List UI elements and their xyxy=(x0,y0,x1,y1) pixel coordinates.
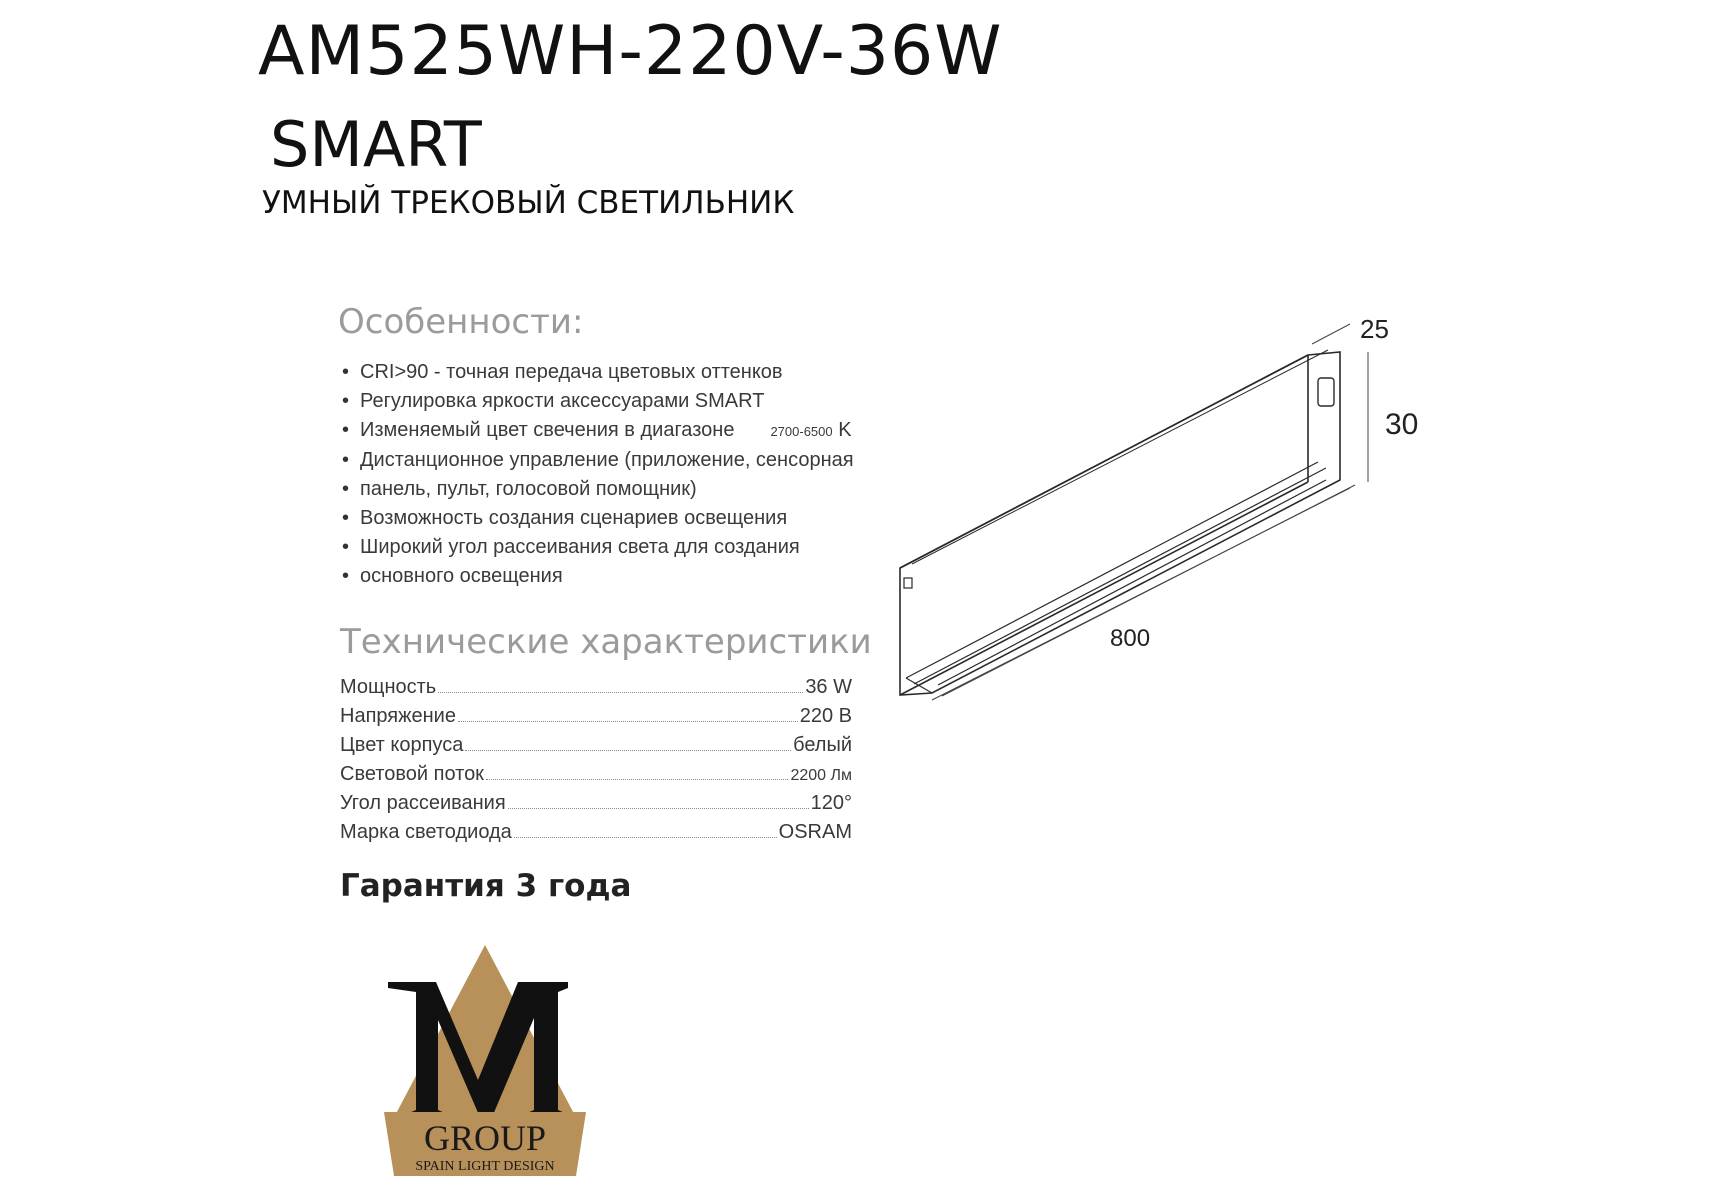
feature-text: Возможность создания сценариев освещения xyxy=(360,507,788,529)
dot-leader xyxy=(458,721,798,722)
spec-label: Угол рассеивания xyxy=(340,792,506,814)
luminaire-drawing xyxy=(880,300,1440,710)
feature-text: CRI>90 - точная передача цветовых оттенков xyxy=(360,361,783,383)
spec-label: Световой поток xyxy=(340,763,484,785)
spec-row xyxy=(340,821,852,850)
logo-tagline: SPAIN LIGHT DESIGN xyxy=(415,1159,555,1174)
dim-length-label: 800 xyxy=(1110,625,1151,652)
feature-text: Изменяемый цвет свечения в диагазоне xyxy=(360,419,735,441)
series-title: SMART xyxy=(270,108,482,181)
spec-value: OSRAM xyxy=(778,821,852,843)
dim-depth-line xyxy=(1312,324,1350,344)
feature-text: Широкий угол рассеивания света для создания xyxy=(360,536,800,558)
feature-item xyxy=(340,358,860,387)
bottom-front-edge xyxy=(900,482,1308,695)
feature-text: Регулировка яркости аксессуарами SMART xyxy=(360,390,765,412)
spec-row xyxy=(340,705,852,734)
feature-item xyxy=(340,533,860,562)
diffuser-edge xyxy=(938,480,1326,685)
features-heading: Особенности: xyxy=(338,302,584,342)
dot-leader xyxy=(508,808,809,809)
color-unit: K xyxy=(838,419,852,441)
spec-row xyxy=(340,763,852,792)
spec-label: Мощность xyxy=(340,676,437,698)
feature-text: панель, пульт, голосовой помощник) xyxy=(360,478,697,500)
spec-label: Цвет корпуса xyxy=(340,734,464,756)
spec-value: 120° xyxy=(810,792,852,814)
feature-item-continued xyxy=(340,562,860,591)
model-title: AM525WH-220V-36W xyxy=(258,12,1003,91)
spec-value: 36 W xyxy=(805,676,852,698)
spec-row xyxy=(340,676,852,705)
spec-row xyxy=(340,734,852,763)
feature-item xyxy=(340,387,860,416)
feature-text: Дистанционное управление (приложение, сенсорная xyxy=(360,449,854,471)
features-list xyxy=(340,358,860,591)
dot-leader xyxy=(514,837,777,838)
spec-value: 220 В xyxy=(799,705,852,727)
product-subtitle: УМНЫЙ ТРЕКОВЫЙ СВЕТИЛЬНИК xyxy=(262,185,795,221)
logo-name: GROUP xyxy=(423,1118,547,1158)
specs-table xyxy=(340,676,852,850)
dot-leader xyxy=(465,750,791,751)
dot-leader xyxy=(486,779,789,780)
top-back-edge xyxy=(912,350,1328,564)
dim-height-label: 30 xyxy=(1385,408,1419,441)
spec-label: Марка светодиода xyxy=(340,821,512,843)
feature-item xyxy=(340,416,860,446)
mm-group-logo xyxy=(380,940,590,1180)
dim-depth-label: 25 xyxy=(1360,314,1389,344)
connector-port xyxy=(904,578,912,588)
color-range: 2700-6500 xyxy=(770,424,833,439)
spec-row xyxy=(340,792,852,821)
spec-value: 2200 Лм xyxy=(790,767,852,784)
warranty-text: Гарантия 3 года xyxy=(340,868,632,904)
top-front-edge xyxy=(900,355,1308,568)
feature-item-continued xyxy=(340,475,860,504)
spec-label: Напряжение xyxy=(340,705,456,727)
spec-value: белый xyxy=(793,734,852,756)
dim-length-line xyxy=(932,488,1350,700)
feature-text: основного освещения xyxy=(360,565,563,587)
feature-item xyxy=(340,446,860,475)
dot-leader xyxy=(438,692,803,693)
feature-item xyxy=(340,504,860,533)
specs-heading: Технические характеристики xyxy=(340,622,872,662)
connector-port xyxy=(1318,378,1334,406)
